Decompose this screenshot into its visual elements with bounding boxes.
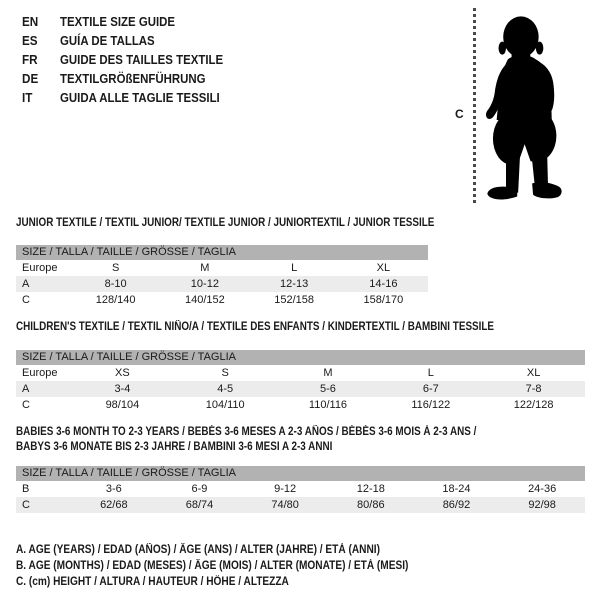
language-row <box>22 88 245 107</box>
size-cell: 104/110 <box>205 399 245 411</box>
language-row <box>22 50 245 69</box>
size-cell: 158/170 <box>363 294 404 306</box>
size-cell: 140/152 <box>184 294 225 306</box>
height-marker-label: C <box>455 107 464 121</box>
language-title: TEXTILGRÖßENFÜHRUNG <box>60 71 206 86</box>
size-cell: 24-36 <box>528 483 557 495</box>
size-table-babies <box>16 466 585 513</box>
footnote-height-cm: C. (cm) HEIGHT / ALTURA / HAUTEUR / HÖHE / ALTEZZA <box>16 576 289 588</box>
language-code: ES <box>22 33 38 48</box>
size-cell: 110/116 <box>308 399 348 411</box>
size-cell: S <box>221 367 229 379</box>
size-header-bar: SIZE / TALLA / TAILLE / GRÖSSE / TAGLIA <box>16 350 585 365</box>
size-cell: 74/80 <box>271 499 299 511</box>
footnote-age-years: A. AGE (YEARS) / EDAD (AÑOS) / ÂGE (ANS) / ALTER (JAHRE) / ETÀ (ANNI) <box>16 544 380 556</box>
size-cell: M <box>323 367 333 379</box>
height-dotted-line-icon <box>473 8 476 206</box>
section-title-children: CHILDREN'S TEXTILE / TEXTIL NIÑO/A / TEXTILE DES ENFANTS / KINDERTEXTIL / BAMBINI TESSILE <box>16 321 495 333</box>
size-cell: 122/128 <box>513 399 554 411</box>
table-row <box>16 292 428 308</box>
baby-silhouette-icon <box>478 4 590 208</box>
size-cell: 92/98 <box>528 499 556 511</box>
size-cell: 152/158 <box>274 294 314 306</box>
size-cell: L <box>291 262 298 274</box>
size-cell: 68/74 <box>185 499 214 511</box>
row-label: Europe <box>22 367 58 379</box>
row-label: C <box>22 399 30 411</box>
size-cell: 6-9 <box>191 483 208 495</box>
size-cell: 62/68 <box>100 499 128 511</box>
size-cell: 14-16 <box>369 278 398 290</box>
language-code: DE <box>22 71 39 86</box>
size-cell: S <box>111 262 120 274</box>
table-row <box>16 381 585 397</box>
language-title: GUIDE DES TAILLES TEXTILE <box>60 52 224 67</box>
size-cell: XL <box>376 262 391 274</box>
language-code: EN <box>22 14 39 29</box>
row-label: C <box>22 499 30 511</box>
section-title-babies <box>16 425 476 455</box>
row-label: A <box>22 278 30 290</box>
language-code: FR <box>22 52 38 67</box>
size-cell: M <box>200 262 210 274</box>
language-row <box>22 69 245 88</box>
size-cell: 12-13 <box>280 278 309 290</box>
row-label: Europe <box>22 262 58 274</box>
size-cell: 5-6 <box>320 383 336 395</box>
size-header-bar: SIZE / TALLA / TAILLE / GRÖSSE / TAGLIA <box>16 466 585 481</box>
size-cell: 7-8 <box>525 383 542 395</box>
table-row <box>16 481 585 497</box>
size-cell: 116/122 <box>411 399 451 411</box>
size-cell: 3-6 <box>105 483 122 495</box>
language-title: GUIDA ALLE TAGLIE TESSILI <box>60 90 220 105</box>
size-cell: 10-12 <box>190 278 219 290</box>
language-row <box>22 31 245 50</box>
section-title-line: BABIES 3-6 MONTH TO 2-3 YEARS / BEBÉS 3-6 MESES A 2-3 AÑOS / BÉBÉS 3-6 MOIS À 2-3 ANS / <box>16 426 477 438</box>
size-cell: 3-4 <box>114 383 131 395</box>
language-title-block <box>22 12 245 107</box>
size-cell: XL <box>526 367 541 379</box>
row-label: A <box>22 383 30 395</box>
size-cell: 86/92 <box>442 499 471 511</box>
language-code: IT <box>22 90 33 105</box>
table-row <box>16 397 585 413</box>
language-title: TEXTILE SIZE GUIDE <box>60 14 176 29</box>
size-cell: L <box>427 367 434 379</box>
table-row <box>16 260 428 276</box>
language-row <box>22 12 245 31</box>
size-table-children <box>16 350 585 413</box>
row-label: C <box>22 294 30 306</box>
size-cell: 9-12 <box>274 483 297 495</box>
size-cell: 6-7 <box>422 383 439 395</box>
size-cell: 8-10 <box>104 278 127 290</box>
size-cell: 128/140 <box>95 294 136 306</box>
size-cell: 4-5 <box>217 383 234 395</box>
footnote-legend <box>16 542 462 590</box>
row-label: B <box>22 483 30 495</box>
size-cell: 98/104 <box>105 399 140 411</box>
section-title-line: BABYS 3-6 MONATE BIS 2-3 JAHRE / BAMBINI 3-6 MESI A 2-3 ANNI <box>16 441 333 453</box>
table-row <box>16 276 428 292</box>
footnote-age-months: B. AGE (MONTHS) / EDAD (MESES) / ÂGE (MOIS) / ALTER (MONATE) / ETÀ (MESI) <box>16 560 409 572</box>
table-row <box>16 497 585 513</box>
size-header-bar: SIZE / TALLA / TAILLE / GRÖSSE / TAGLIA <box>16 245 428 260</box>
table-row <box>16 365 585 381</box>
size-cell: XS <box>115 367 130 379</box>
size-cell: 80/86 <box>357 499 385 511</box>
size-cell: 18-24 <box>442 483 471 495</box>
section-title-junior: JUNIOR TEXTILE / TEXTIL JUNIOR/ TEXTILE JUNIOR / JUNIORTEXTIL / JUNIOR TESSILE <box>16 217 435 229</box>
language-title: GUÍA DE TALLAS <box>60 33 155 48</box>
size-table-junior <box>16 245 428 308</box>
size-cell: 12-18 <box>356 483 385 495</box>
